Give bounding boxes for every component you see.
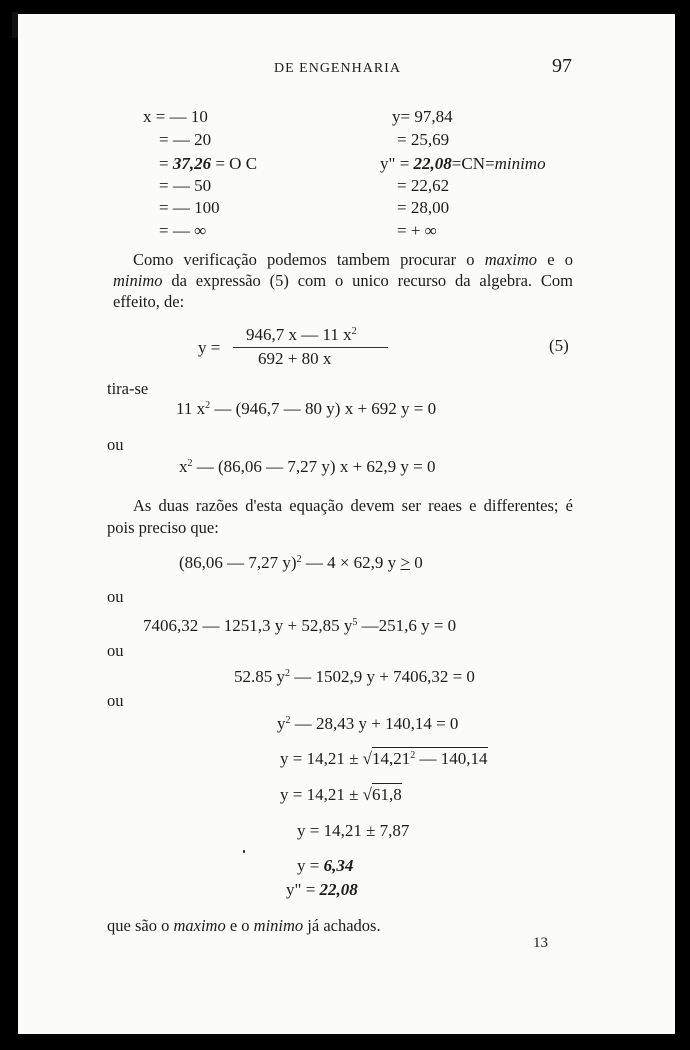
eq5-numerator: 946,7 x — 11 $x^2$ xyxy=(246,325,357,344)
y-value-1: y= 97,84 xyxy=(392,107,453,126)
x-value-4: = — 50 xyxy=(159,176,212,195)
book-page xyxy=(18,14,675,1034)
y-value-2: = 25,69 xyxy=(397,130,450,149)
eq5-fraction-bar xyxy=(233,347,388,348)
equation-1: 11 $x^2$ — (946,7 — 80 y) x + 692 y = 0 xyxy=(176,399,437,418)
running-header: DE ENGENHARIA xyxy=(274,61,401,76)
x-value-2: = — 20 xyxy=(159,130,212,149)
equation-11: y" = 22,08 xyxy=(286,880,358,899)
page-number: 97 xyxy=(552,55,572,77)
label-tira-se: tira-se xyxy=(107,379,149,398)
y-value-3: y" = 22,08=CN=minimo xyxy=(380,154,546,173)
equation-10: y = 6,34 xyxy=(297,856,354,875)
x-value-3: = 37,26 = O C xyxy=(159,154,258,173)
ink-speck xyxy=(243,850,245,853)
label-ou-2: ou xyxy=(107,587,124,606)
eq5-label: (5) xyxy=(549,336,569,355)
equation-8: y = 14,21 ± √61,8 xyxy=(280,785,402,804)
signature-mark: 13 xyxy=(533,935,548,951)
equation-5: 52.85 $y^2$ — 1502,9 y + 7406,32 = 0 xyxy=(234,667,475,686)
paragraph-roots: As duas razões d'esta equação devem ser reaes e differentes; é pois preciso que: xyxy=(107,496,573,537)
x-value-6: = — ∞ xyxy=(159,221,207,240)
label-ou-1: ou xyxy=(107,435,124,454)
equation-7: $y = 14,21 \pm √14,21^2$ — 140,14 xyxy=(280,749,488,768)
equation-3: (86,06 — 7,27 y)$^2$ — 4 × 62,9 y > 0 xyxy=(179,553,423,572)
equation-4: 7406,32 — 1251,3 y + 52,85 $y^5$ —251,6 y = 0 xyxy=(143,616,457,635)
label-ou-4: ou xyxy=(107,691,124,710)
y-value-6: = + ∞ xyxy=(397,221,437,240)
x-value-1: x = — 10 xyxy=(143,107,208,126)
corner-blot xyxy=(12,12,18,38)
paragraph-verification: Como verificação podemos tambem procurar o maximo e o minimo da expressão (5) com o unico recurso da algebra. Com effeito, de: xyxy=(113,250,573,311)
eq5-lhs: y = xyxy=(198,338,221,357)
y-value-5: = 28,00 xyxy=(397,198,450,217)
equation-2: $x^2$ — (86,06 — 7,27 y) x + 62,9 y = 0 xyxy=(179,457,436,476)
y-value-4: = 22,62 xyxy=(397,176,450,195)
equation-9: y = 14,21 ± 7,87 xyxy=(297,821,410,840)
eq5-denominator: 692 + 80 x xyxy=(258,349,332,368)
equation-6: $y^2$ — 28,43 y + 140,14 = 0 xyxy=(277,714,459,733)
x-value-5: = — 100 xyxy=(159,198,220,217)
label-ou-3: ou xyxy=(107,641,124,660)
paragraph-conclusion: que são o maximo e o minimo já achados. xyxy=(107,916,381,935)
